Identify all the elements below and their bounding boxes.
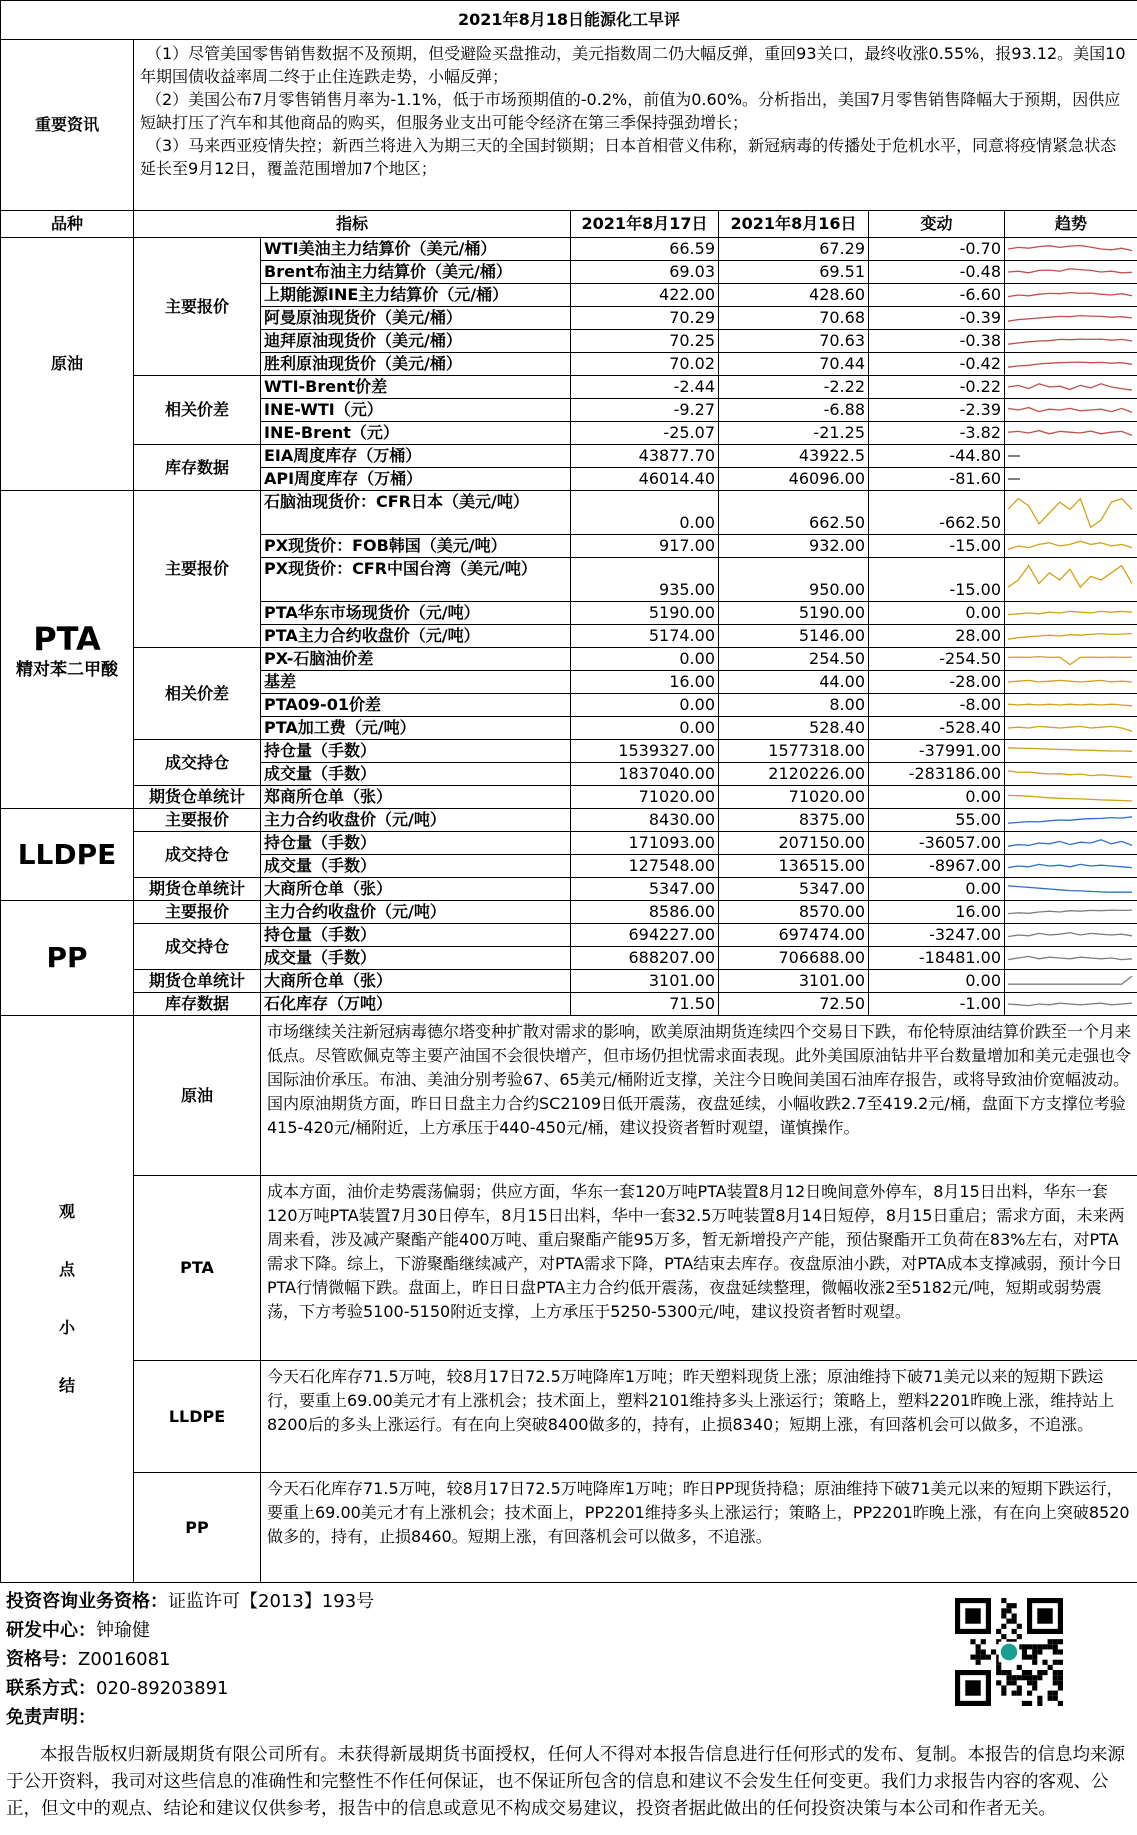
value-aug16: 254.50	[719, 648, 869, 671]
value-aug17: 8586.00	[571, 901, 719, 924]
value-aug17: 70.02	[571, 353, 719, 376]
indicator-name: 迪拜原油现货价（美元/桶）	[261, 330, 571, 353]
indicator-name: INE-WTI（元）	[261, 399, 571, 422]
trend-sparkline	[1005, 330, 1137, 353]
value-change: -2.39	[869, 399, 1005, 422]
value-aug16: 932.00	[719, 535, 869, 558]
indicator-name: 阿曼原油现货价（美元/桶）	[261, 307, 571, 330]
value-aug17: 69.03	[571, 261, 719, 284]
indicator-name: PTA华东市场现货价（元/吨）	[261, 602, 571, 625]
trend-sparkline	[1005, 491, 1137, 535]
important-news-label: 重要资讯	[1, 40, 134, 211]
trend-sparkline	[1005, 558, 1137, 602]
indicator-name: 持仓量（手数）	[261, 832, 571, 855]
table-row	[1, 878, 1137, 901]
trend-sparkline	[1005, 717, 1137, 740]
value-change: -254.50	[869, 648, 1005, 671]
indicator-name: 胜利原油现货价（美元/桶）	[261, 353, 571, 376]
value-aug17: 43877.70	[571, 445, 719, 468]
value-change: -36057.00	[869, 832, 1005, 855]
value-aug16: -6.88	[719, 399, 869, 422]
indicator-name: API周度库存（万桶）	[261, 468, 571, 491]
trend-sparkline	[1005, 353, 1137, 376]
group-label: 期货仓单统计	[134, 878, 261, 901]
value-change: 55.00	[869, 809, 1005, 832]
value-aug16: 72.50	[719, 993, 869, 1016]
group-label: 期货仓单统计	[134, 786, 261, 809]
group-label: 主要报价	[134, 238, 261, 376]
value-aug17: 5347.00	[571, 878, 719, 901]
table-row	[1, 238, 1137, 261]
table-header-row	[1, 211, 1137, 238]
value-change: -15.00	[869, 558, 1005, 602]
indicator-name: PX-石脑油价差	[261, 648, 571, 671]
category-pp: PP	[1, 901, 134, 1016]
value-aug17: -2.44	[571, 376, 719, 399]
group-label: 期货仓单统计	[134, 970, 261, 993]
header-change: 变动	[869, 211, 1005, 238]
trend-sparkline	[1005, 878, 1137, 901]
certificate-number: 资格号：Z0016081	[6, 1649, 171, 1670]
table-row	[1, 993, 1137, 1016]
indicator-name: PTA加工费（元/吨）	[261, 717, 571, 740]
qr-code-icon	[955, 1598, 1063, 1706]
value-aug17: 171093.00	[571, 832, 719, 855]
indicator-name: 石化库存（万吨）	[261, 993, 571, 1016]
value-aug16: 67.29	[719, 238, 869, 261]
table-row	[1, 832, 1137, 855]
trend-sparkline	[1005, 924, 1137, 947]
value-aug16: 8375.00	[719, 809, 869, 832]
value-change: -28.00	[869, 671, 1005, 694]
indicator-name: 大商所仓单（张）	[261, 878, 571, 901]
indicator-name: Brent布油主力结算价（美元/桶）	[261, 261, 571, 284]
research-center: 研发中心：钟瑜健	[6, 1620, 150, 1641]
value-aug17: 917.00	[571, 535, 719, 558]
group-label: 主要报价	[134, 809, 261, 832]
value-aug17: 1837040.00	[571, 763, 719, 786]
value-aug17: 694227.00	[571, 924, 719, 947]
value-change: -283186.00	[869, 763, 1005, 786]
indicator-name: 持仓量（手数）	[261, 924, 571, 947]
value-aug16: 43922.5	[719, 445, 869, 468]
value-aug16: 2120226.00	[719, 763, 869, 786]
value-change: -8.00	[869, 694, 1005, 717]
view-row	[1, 1361, 1137, 1473]
value-change: 0.00	[869, 786, 1005, 809]
value-aug16: 5146.00	[719, 625, 869, 648]
value-aug16: 70.44	[719, 353, 869, 376]
value-aug16: 8570.00	[719, 901, 869, 924]
trend-sparkline	[1005, 901, 1137, 924]
view-item-text: 市场继续关注新冠病毒德尔塔变种扩散对需求的影响，欧美原油期货连续四个交易日下跌，布伦特原油结算价跌至一个月来低点。尽管欧佩克等主要产油国不会很快增产，但市场仍担忧需求面表现。此外美国原油钻井平台数量增加和美元走强也令国际油价承压。布油、美油分别考验67、65美元/桶附近支撑，关注今日晚间美国石油库存报告，或将导致油价宽幅波动。国内原油期货方面，昨日日盘主力合约SC2109日低开震荡，夜盘延续，小幅收跌2.7至419.2元/桶，盘面下方支撑位考验415-420元/桶附近，上方承压于440-450元/桶，建议投资者暂时观望，谨慎操作。	[261, 1016, 1137, 1176]
value-change: -528.40	[869, 717, 1005, 740]
indicator-name: 持仓量（手数）	[261, 740, 571, 763]
value-aug16: -2.22	[719, 376, 869, 399]
group-label: 成交持仓	[134, 924, 261, 970]
value-aug16: 1577318.00	[719, 740, 869, 763]
trend-sparkline	[1005, 399, 1137, 422]
value-change: 16.00	[869, 901, 1005, 924]
indicator-name: 成交量（手数）	[261, 763, 571, 786]
value-aug16: 8.00	[719, 694, 869, 717]
value-aug17: 8430.00	[571, 809, 719, 832]
disclaimer-label: 免责声明：	[6, 1707, 96, 1728]
value-aug16: 70.63	[719, 330, 869, 353]
value-aug17: -9.27	[571, 399, 719, 422]
indicator-name: 成交量（手数）	[261, 947, 571, 970]
trend-sparkline	[1005, 786, 1137, 809]
value-aug17: 5174.00	[571, 625, 719, 648]
group-label: 成交持仓	[134, 832, 261, 878]
value-aug16: 136515.00	[719, 855, 869, 878]
value-change: -44.80	[869, 445, 1005, 468]
group-label: 主要报价	[134, 491, 261, 648]
trend-sparkline	[1005, 694, 1137, 717]
value-aug17: 1539327.00	[571, 740, 719, 763]
group-label: 相关价差	[134, 376, 261, 445]
indicator-name: PX现货价：CFR中国台湾（美元/吨）	[261, 558, 571, 602]
value-aug16: 3101.00	[719, 970, 869, 993]
value-change: -18481.00	[869, 947, 1005, 970]
value-aug17: 127548.00	[571, 855, 719, 878]
trend-sparkline	[1005, 832, 1137, 855]
value-aug16: 528.40	[719, 717, 869, 740]
contact: 联系方式：020-89203891	[6, 1678, 229, 1699]
value-aug17: 5190.00	[571, 602, 719, 625]
indicator-name: PX现货价：FOB韩国（美元/吨）	[261, 535, 571, 558]
table-row	[1, 809, 1137, 832]
indicator-name: WTI-Brent价差	[261, 376, 571, 399]
view-row	[1, 1473, 1137, 1583]
indicator-name: 石脑油现货价：CFR日本（美元/吨）	[261, 491, 571, 535]
trend-sparkline	[1005, 284, 1137, 307]
table-row	[1, 970, 1137, 993]
indicator-name: PTA09-01价差	[261, 694, 571, 717]
value-aug16: -21.25	[719, 422, 869, 445]
view-item-text: 今天石化库存71.5万吨，较8月17日72.5万吨降库1万吨；昨天塑料现货上涨；原油维持下破71美元以来的短期下跌运行，要重上69.00美元才有上涨机会；技术面上，塑料2101维持多头上涨运行；策略上，塑料2201昨晚上涨，维持站上8200后的多头上涨运行。有在向上突破8400做多的，持有，止损8340；短期上涨，有回落机会可以做多，不追涨。	[261, 1361, 1137, 1473]
news-item-2: （2）美国公布7月零售销售月率为-1.1%，低于市场预期值的-0.2%，前值为0.60%。分析指出，美国7月零售销售降幅大于预期，因供应短缺打压了汽车和其他商品的购买，但服务业支出可能令经济在第三季保持强劲增长；	[140, 90, 1121, 132]
header-date2: 2021年8月16日	[719, 211, 869, 238]
value-change: -0.38	[869, 330, 1005, 353]
value-aug16: 5347.00	[719, 878, 869, 901]
news-item-3: （3）马来西亚疫情失控；新西兰将进入为期三天的全国封锁期；日本首相菅义伟称，新冠病毒的传播处于危机水平，同意将疫情紧急状态延长至9月12日，覆盖范围增加7个地区；	[140, 136, 1117, 178]
value-change: -81.60	[869, 468, 1005, 491]
value-change: -0.48	[869, 261, 1005, 284]
trend-sparkline	[1005, 740, 1137, 763]
indicator-name: PTA主力合约收盘价（元/吨）	[261, 625, 571, 648]
value-aug16: 662.50	[719, 491, 869, 535]
value-aug17: 422.00	[571, 284, 719, 307]
indicator-name: 基差	[261, 671, 571, 694]
value-aug17: 46014.40	[571, 468, 719, 491]
group-label: 相关价差	[134, 648, 261, 740]
view-body	[1, 1016, 1137, 1583]
indicator-name: 郑商所仓单（张）	[261, 786, 571, 809]
value-change: -3.82	[869, 422, 1005, 445]
trend-sparkline	[1005, 261, 1137, 284]
category-name: PTA	[33, 619, 101, 658]
view-row	[1, 1176, 1137, 1361]
table-row	[1, 740, 1137, 763]
header-date1: 2021年8月17日	[571, 211, 719, 238]
value-aug16: 71020.00	[719, 786, 869, 809]
view-item-name: PP	[134, 1473, 261, 1583]
trend-sparkline	[1005, 993, 1137, 1016]
trend-sparkline	[1005, 648, 1137, 671]
view-item-name: PTA	[134, 1176, 261, 1361]
value-aug16: 428.60	[719, 284, 869, 307]
value-change: -3247.00	[869, 924, 1005, 947]
trend-sparkline	[1005, 602, 1137, 625]
indicator-name: WTI美油主力结算价（美元/桶）	[261, 238, 571, 261]
value-change: -8967.00	[869, 855, 1005, 878]
category-crude: 原油	[1, 238, 134, 491]
value-aug17: 16.00	[571, 671, 719, 694]
table-row	[1, 924, 1137, 947]
value-change: -662.50	[869, 491, 1005, 535]
value-aug17: 3101.00	[571, 970, 719, 993]
value-change: -0.70	[869, 238, 1005, 261]
value-change: -0.22	[869, 376, 1005, 399]
header-indicator: 指标	[134, 211, 571, 238]
category-subname: 精对苯二甲酸	[16, 659, 118, 680]
value-aug16: 950.00	[719, 558, 869, 602]
view-item-text: 成本方面，油价走势震荡偏弱；供应方面，华东一套120万吨PTA装置8月12日晚间意外停车，8月15日出料，华东一套120万吨PTA装置7月30日停车，8月15日出料，华中一套32.5万吨装置8月14日短停，8月15日重启；需求方面，未来两周来看，涉及减产聚酯产能400万吨、重启聚酯产能95万多，暂无新增投产产能，预估聚酯开工负荷在83%左右，对PTA需求下降。综上，下游聚酯继续减产，对PTA需求下降，PTA结束去库存。夜盘原油小跌，对PTA成本支撑减弱，预计今日PTA行情微幅下跌。盘面上，昨日日盘PTA主力合约低开震荡，夜盘延续整理，微幅收涨2至5182元/吨，短期或弱势震荡，下方考验5100-5150附近支撑，上方承压于5250-5300元/吨，建议投资者暂时观望。	[261, 1176, 1137, 1361]
value-change: 0.00	[869, 602, 1005, 625]
indicator-name: 成交量（手数）	[261, 855, 571, 878]
value-aug17: 71020.00	[571, 786, 719, 809]
group-label: 成交持仓	[134, 740, 261, 786]
value-aug17: 0.00	[571, 491, 719, 535]
trend-sparkline	[1005, 763, 1137, 786]
table-row	[1, 786, 1137, 809]
category-pta	[1, 491, 134, 809]
value-change: -1.00	[869, 993, 1005, 1016]
value-aug16: 5190.00	[719, 602, 869, 625]
report-title: 2021年8月18日能源化工早评	[1, 1, 1137, 40]
table-row	[1, 376, 1137, 399]
value-aug16: 69.51	[719, 261, 869, 284]
data-body	[1, 238, 1137, 1016]
indicator-name: 主力合约收盘价（元/吨）	[261, 809, 571, 832]
value-change: -6.60	[869, 284, 1005, 307]
table-row	[1, 901, 1137, 924]
value-change: 28.00	[869, 625, 1005, 648]
trend-sparkline	[1005, 625, 1137, 648]
table-row	[1, 491, 1137, 535]
value-change: -37991.00	[869, 740, 1005, 763]
table-row	[1, 445, 1137, 468]
value-aug16: 207150.00	[719, 832, 869, 855]
trend-sparkline	[1005, 238, 1137, 261]
value-aug17: 688207.00	[571, 947, 719, 970]
group-label: 库存数据	[134, 993, 261, 1016]
value-change: 0.00	[869, 970, 1005, 993]
value-aug17: -25.07	[571, 422, 719, 445]
value-aug17: 70.29	[571, 307, 719, 330]
indicator-name: INE-Brent（元）	[261, 422, 571, 445]
value-aug16: 697474.00	[719, 924, 869, 947]
view-section-label: 观 点 小 结	[1, 1016, 134, 1583]
value-aug17: 935.00	[571, 558, 719, 602]
view-item-name: LLDPE	[134, 1361, 261, 1473]
important-news-body	[134, 40, 1137, 211]
value-change: -15.00	[869, 535, 1005, 558]
news-item-1: （1）尽管美国零售销售数据不及预期，但受避险买盘推动，美元指数周二仍大幅反弹，重回93关口，最终收涨0.55%，报93.12。美国10年期国债收益率周二终于止住连跌走势，小幅反弹；	[140, 44, 1126, 86]
trend-sparkline	[1005, 445, 1137, 468]
category-lldpe: LLDPE	[1, 809, 134, 901]
trend-sparkline	[1005, 422, 1137, 445]
table-row	[1, 648, 1137, 671]
value-aug17: 0.00	[571, 717, 719, 740]
view-item-text: 今天石化库存71.5万吨，较8月17日72.5万吨降库1万吨；昨日PP现货持稳；原油维持下破71美元以来的短期下跌运行，要重上69.00美元才有上涨机会；技术面上，PP2201维持多头上涨运行；策略上，PP2201昨晚上涨，有在向上突破8520做多的，持有，止损8460。短期上涨，有回落机会可以做多，不追涨。	[261, 1473, 1137, 1583]
value-aug16: 70.68	[719, 307, 869, 330]
value-aug17: 0.00	[571, 694, 719, 717]
value-change: 0.00	[869, 878, 1005, 901]
trend-sparkline	[1005, 671, 1137, 694]
trend-sparkline	[1005, 970, 1137, 993]
trend-sparkline	[1005, 535, 1137, 558]
group-label: 库存数据	[134, 445, 261, 491]
value-aug17: 66.59	[571, 238, 719, 261]
trend-sparkline	[1005, 307, 1137, 330]
value-aug16: 706688.00	[719, 947, 869, 970]
value-aug17: 70.25	[571, 330, 719, 353]
trend-sparkline	[1005, 947, 1137, 970]
value-aug17: 71.50	[571, 993, 719, 1016]
trend-sparkline	[1005, 376, 1137, 399]
qualification: 投资咨询业务资格：证监许可【2013】193号	[6, 1591, 375, 1612]
disclaimer-text: 本报告版权归新晟期货有限公司所有。未获得新晟期货书面授权，任何人不得对本报告信息进行任何形式的发布、复制。本报告的信息均来源于公开资料，我司对这些信息的准确性和完整性不作任何保证，也不保证所包含的信息和建议不会发生任何变更。我们力求报告内容的客观、公正，但文中的观点、结论和建议仅供参考，报告中的信息或意见不构成交易建议，投资者据此做出的任何投资决策与本公司和作者无关。	[6, 1745, 1125, 1819]
indicator-name: EIA周度库存（万桶）	[261, 445, 571, 468]
trend-sparkline	[1005, 855, 1137, 878]
indicator-name: 上期能源INE主力结算价（元/桶）	[261, 284, 571, 307]
value-aug17: 0.00	[571, 648, 719, 671]
view-row	[1, 1016, 1137, 1176]
header-variety: 品种	[1, 211, 134, 238]
value-aug16: 46096.00	[719, 468, 869, 491]
view-item-name: 原油	[134, 1016, 261, 1176]
trend-sparkline	[1005, 809, 1137, 832]
value-change: -0.42	[869, 353, 1005, 376]
group-label: 主要报价	[134, 901, 261, 924]
trend-sparkline	[1005, 468, 1137, 491]
indicator-name: 主力合约收盘价（元/吨）	[261, 901, 571, 924]
value-aug16: 44.00	[719, 671, 869, 694]
value-change: -0.39	[869, 307, 1005, 330]
indicator-name: 大商所仓单（张）	[261, 970, 571, 993]
header-trend: 趋势	[1005, 211, 1137, 238]
